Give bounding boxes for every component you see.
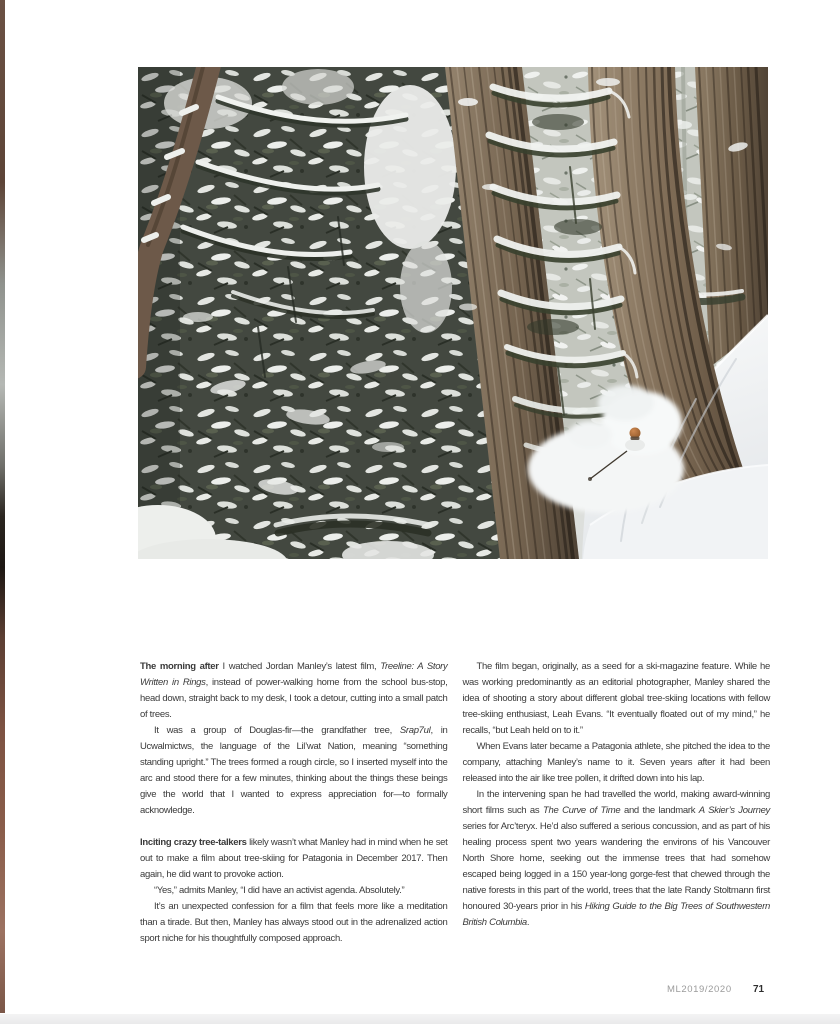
body-paragraph [463,787,771,931]
facing-page-edge [0,0,5,1013]
italic-title: Treeline: A Story Written in Rings [140,661,448,688]
page-number: 71 [753,984,765,995]
text-run: series for Arc’teryx. He’d also suffered a serious concussion, and as part of his healing process spent two years wandering the environs of his Vancouver North Shore home, seeking out the immense trees that had somehow escaped being logged in a 150 year-long gorge-fest that chewed through the native forests in this part of the world, trees that the late Randy Stoltmann first honoured 30-years prior in his [462,821,770,912]
body-paragraph [140,899,448,947]
text-run: In the intervening span he had travelled the world, making award-winning short films such as [462,789,770,816]
text-run: I watched Jordan Manley’s latest film, [222,661,381,672]
text-run: The film began, originally, as a seed for a ski-magazine feature. While he was working predominantly as an editorial photographer, Manley shared the idea of shooting a story about different global tree-skiing locations with fellow tree-skiing enthusiast, Leah Evans. “It eventually floated out of my mind,” he recalls, “but Leah held on to it.” [462,661,770,736]
body-paragraph [463,659,771,739]
body-paragraph [140,723,448,819]
italic-title: Hiking Guide to the Big Trees of Southwestern British Columbia [462,901,770,928]
italic-title: A Skier’s Journey [698,805,771,816]
body-paragraph [140,835,448,883]
body-paragraph [140,883,448,899]
text-run: “Yes,” admits Manley, “I did have an activist agenda. Absolutely.” [154,885,405,896]
body-paragraph [140,659,448,723]
issue-label: ML2019/2020 [667,984,732,995]
article-body [140,659,770,947]
page-bottom-edge [0,1014,840,1024]
italic-title: Srap7ul [399,725,431,736]
italic-title: The Curve of Time [542,805,621,816]
text-run: When Evans later became a Patagonia athlete, she pitched the idea to the company, attaching Manley’s name to it. Seven years after it had been released into the air like tree pollen, it drifted down into his lap. [462,741,770,784]
page-footer [140,984,770,998]
text-run: and the landmark [620,805,699,816]
text-column-left [140,659,448,947]
hero-photo [138,67,768,559]
text-run: , instead of power-walking home from the school bus-stop, head down, straight back to my desk, I took a detour, cutting into a small patch of trees. [140,677,448,720]
text-run: It was a group of Douglas-fir—the grandfather tree, [154,725,400,736]
bold-lead-in: The morning after [140,661,223,672]
bold-lead-in: Inciting crazy tree-talkers [140,837,250,848]
text-run: , in Ucwalmictws, the language of the Lil’wat Nation, meaning “something standing upright.” The trees formed a rough circle, so I inserted myself into the arc and stood there for a few minutes, thinking about the things these beings give the world that I wanted to express appreciation for—to formally acknowledge. [140,725,448,816]
text-run: likely wasn’t what Manley had in mind when he set out to make a film about tree-skiing for Patagonia in December 2017. Then again, he did want to provoke action. [140,837,448,880]
body-paragraph [463,739,771,787]
text-run: It’s an unexpected confession for a film that feels more like a meditation than a tirade. But then, Manley has always stood out in the adrenalized action sport niche for his thoughtfully composed approach. [140,901,448,944]
text-column-right [463,659,771,947]
text-run: . [526,917,530,928]
